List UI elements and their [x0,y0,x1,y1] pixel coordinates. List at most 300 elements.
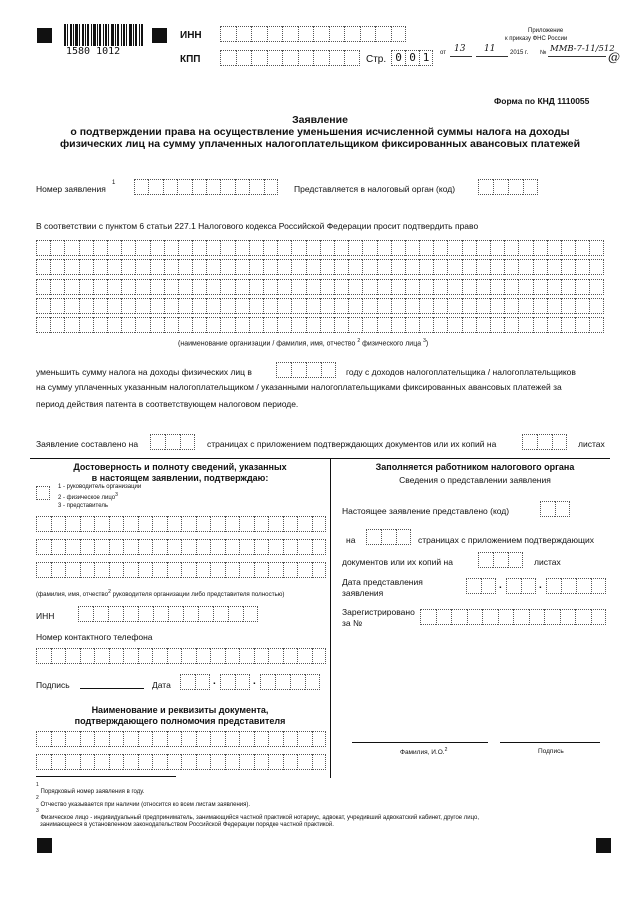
comb-cell[interactable] [167,731,182,747]
comb-cell[interactable] [320,279,334,295]
comb-cell[interactable] [167,648,182,664]
comb-cell[interactable] [235,298,249,314]
comb-cell[interactable] [312,731,327,747]
comb-cell[interactable] [210,516,225,532]
comb-cell[interactable] [109,754,124,770]
comb-cell[interactable] [164,317,178,333]
comb-cell[interactable] [220,279,234,295]
comb-cell[interactable] [225,754,240,770]
comb-cell[interactable] [150,259,164,275]
comb-cell[interactable] [206,279,220,295]
comb-cell[interactable] [206,317,220,333]
comb-cell[interactable] [447,279,461,295]
comb-cell[interactable] [547,279,561,295]
comb-cell[interactable] [50,317,64,333]
comb-cell[interactable] [65,754,80,770]
comb-cell[interactable] [533,317,547,333]
org-name-row[interactable] [36,240,604,256]
comb-cell[interactable] [50,259,64,275]
comb-cell[interactable] [277,240,291,256]
comb-cell[interactable] [362,298,376,314]
comb-cell[interactable] [490,240,504,256]
comb-cell[interactable] [334,279,348,295]
comb-cell[interactable] [348,240,362,256]
comb-cell[interactable] [547,240,561,256]
comb-cell[interactable] [196,754,211,770]
comb-cell[interactable] [405,259,419,275]
comb-cell[interactable] [277,317,291,333]
comb-cell[interactable] [362,279,376,295]
comb-cell[interactable] [433,298,447,314]
comb-cell[interactable] [196,539,211,555]
date-month-cells[interactable] [220,674,250,690]
comb-cell[interactable] [50,298,64,314]
comb-cell[interactable] [181,648,196,664]
comb-cell[interactable] [268,648,283,664]
comb-cell[interactable] [210,731,225,747]
comb-cell[interactable] [575,317,589,333]
comb-cell[interactable] [167,754,182,770]
comb-cell[interactable] [192,240,206,256]
comb-cell[interactable] [36,259,50,275]
comb-cell[interactable] [79,240,93,256]
presented-day-cells[interactable] [466,578,496,594]
comb-cell[interactable] [65,731,80,747]
comb-cell[interactable] [109,731,124,747]
comb-cell[interactable] [419,279,433,295]
comb-cell[interactable] [405,298,419,314]
comb-cell[interactable] [490,317,504,333]
presented-year-cells[interactable] [546,578,606,594]
comb-cell[interactable] [249,259,263,275]
comb-cell[interactable] [80,562,95,578]
comb-cell[interactable] [196,648,211,664]
comb-cell[interactable] [220,259,234,275]
comb-cell[interactable] [320,240,334,256]
comb-cell[interactable] [206,240,220,256]
comb-cell[interactable] [334,240,348,256]
left-inn-cells[interactable] [78,606,258,622]
comb-cell[interactable] [51,516,66,532]
comb-cell[interactable] [150,298,164,314]
comb-cell[interactable] [36,516,51,532]
comb-cell[interactable] [306,317,320,333]
comb-cell[interactable] [575,240,589,256]
comb-cell[interactable] [152,516,167,532]
fio-row[interactable] [36,539,326,555]
comb-cell[interactable] [297,648,312,664]
comb-cell[interactable] [36,562,51,578]
comb-cell[interactable] [225,562,240,578]
comb-cell[interactable] [109,516,124,532]
comb-cell[interactable] [239,754,254,770]
comb-cell[interactable] [80,754,95,770]
comb-cell[interactable] [348,298,362,314]
comb-cell[interactable] [504,240,518,256]
comb-cell[interactable] [291,279,305,295]
comb-cell[interactable] [150,317,164,333]
comb-cell[interactable] [181,754,196,770]
comb-cell[interactable] [93,259,107,275]
year-cells[interactable] [276,362,336,378]
comb-cell[interactable] [107,279,121,295]
comb-cell[interactable] [433,240,447,256]
comb-cell[interactable] [377,240,391,256]
comb-cell[interactable] [320,317,334,333]
comb-cell[interactable] [297,562,312,578]
comb-cell[interactable] [291,240,305,256]
comb-cell[interactable] [150,240,164,256]
pages-count-cells[interactable] [150,434,195,450]
org-name-row[interactable] [36,259,604,275]
comb-cell[interactable] [220,317,234,333]
comb-cell[interactable] [575,279,589,295]
comb-cell[interactable] [254,516,269,532]
comb-cell[interactable] [178,240,192,256]
comb-cell[interactable] [490,259,504,275]
comb-cell[interactable] [239,516,254,532]
comb-cell[interactable] [181,516,196,532]
comb-cell[interactable] [362,317,376,333]
comb-cell[interactable] [64,240,78,256]
comb-cell[interactable] [391,279,405,295]
comb-cell[interactable] [109,648,124,664]
comb-cell[interactable] [94,648,109,664]
comb-cell[interactable] [109,562,124,578]
comb-cell[interactable] [164,240,178,256]
comb-cell[interactable] [547,317,561,333]
comb-cell[interactable] [51,539,66,555]
comb-cell[interactable] [419,240,433,256]
comb-cell[interactable] [391,259,405,275]
comb-cell[interactable] [178,279,192,295]
comb-cell[interactable] [80,516,95,532]
comb-cell[interactable] [206,298,220,314]
comb-cell[interactable] [291,259,305,275]
comb-cell[interactable] [283,562,298,578]
comb-cell[interactable] [391,317,405,333]
comb-cell[interactable] [121,279,135,295]
comb-cell[interactable] [206,259,220,275]
comb-cell[interactable] [533,298,547,314]
comb-cell[interactable] [277,279,291,295]
comb-cell[interactable] [79,317,93,333]
comb-cell[interactable] [268,562,283,578]
comb-cell[interactable] [79,279,93,295]
org-name-row[interactable] [36,317,604,333]
comb-cell[interactable] [263,279,277,295]
comb-cell[interactable] [79,298,93,314]
comb-cell[interactable] [138,539,153,555]
doc-row[interactable] [36,754,326,770]
comb-cell[interactable] [36,648,51,664]
comb-cell[interactable] [589,298,603,314]
comb-cell[interactable] [135,259,149,275]
comb-cell[interactable] [447,317,461,333]
comb-cell[interactable] [518,317,532,333]
comb-cell[interactable] [94,516,109,532]
comb-cell[interactable] [225,648,240,664]
comb-cell[interactable] [123,516,138,532]
comb-cell[interactable] [123,731,138,747]
comb-cell[interactable] [518,279,532,295]
submitted-code-cells[interactable] [540,501,570,517]
comb-cell[interactable] [36,317,50,333]
comb-cell[interactable] [152,562,167,578]
right-sheets-cells[interactable] [478,552,523,568]
comb-cell[interactable] [196,562,211,578]
comb-cell[interactable] [164,279,178,295]
comb-cell[interactable] [192,298,206,314]
comb-cell[interactable] [192,259,206,275]
comb-cell[interactable] [93,317,107,333]
comb-cell[interactable] [377,279,391,295]
comb-cell[interactable] [561,317,575,333]
comb-cell[interactable] [263,298,277,314]
comb-cell[interactable] [167,562,182,578]
comb-cell[interactable] [181,562,196,578]
comb-cell[interactable] [283,731,298,747]
comb-cell[interactable] [575,259,589,275]
comb-cell[interactable] [80,539,95,555]
comb-cell[interactable] [462,240,476,256]
comb-cell[interactable] [138,731,153,747]
signer-type-cell[interactable] [36,486,50,500]
comb-cell[interactable] [196,731,211,747]
comb-cell[interactable] [123,754,138,770]
comb-cell[interactable] [433,317,447,333]
comb-cell[interactable] [152,731,167,747]
comb-cell[interactable] [263,317,277,333]
comb-cell[interactable] [476,298,490,314]
phone-cells[interactable] [36,648,326,664]
comb-cell[interactable] [123,539,138,555]
comb-cell[interactable] [291,298,305,314]
application-number-cells[interactable] [134,179,278,195]
comb-cell[interactable] [36,754,51,770]
comb-cell[interactable] [138,754,153,770]
comb-cell[interactable] [589,317,603,333]
comb-cell[interactable] [405,240,419,256]
comb-cell[interactable] [64,279,78,295]
comb-cell[interactable] [181,539,196,555]
date-year-cells[interactable] [260,674,320,690]
comb-cell[interactable] [277,259,291,275]
comb-cell[interactable] [210,754,225,770]
comb-cell[interactable] [178,317,192,333]
comb-cell[interactable] [107,240,121,256]
comb-cell[interactable] [254,539,269,555]
comb-cell[interactable] [121,259,135,275]
comb-cell[interactable] [312,516,327,532]
comb-cell[interactable] [51,648,66,664]
comb-cell[interactable] [138,648,153,664]
comb-cell[interactable] [36,539,51,555]
comb-cell[interactable] [254,562,269,578]
comb-cell[interactable] [518,240,532,256]
comb-cell[interactable] [533,240,547,256]
comb-cell[interactable] [65,648,80,664]
registered-number-cells[interactable] [420,609,606,625]
comb-cell[interactable] [268,516,283,532]
comb-cell[interactable] [121,317,135,333]
comb-cell[interactable] [164,298,178,314]
comb-cell[interactable] [93,240,107,256]
comb-cell[interactable] [239,731,254,747]
comb-cell[interactable] [107,317,121,333]
presented-month-cells[interactable] [506,578,536,594]
comb-cell[interactable] [94,539,109,555]
comb-cell[interactable] [462,317,476,333]
comb-cell[interactable] [178,259,192,275]
comb-cell[interactable] [235,240,249,256]
comb-cell[interactable] [334,259,348,275]
comb-cell[interactable] [334,317,348,333]
comb-cell[interactable] [36,279,50,295]
comb-cell[interactable] [192,279,206,295]
comb-cell[interactable] [135,279,149,295]
comb-cell[interactable] [135,240,149,256]
comb-cell[interactable] [277,298,291,314]
comb-cell[interactable] [239,539,254,555]
comb-cell[interactable] [249,279,263,295]
comb-cell[interactable] [312,562,327,578]
comb-cell[interactable] [589,240,603,256]
comb-cell[interactable] [135,317,149,333]
comb-cell[interactable] [405,279,419,295]
comb-cell[interactable] [447,298,461,314]
comb-cell[interactable] [210,648,225,664]
comb-cell[interactable] [65,539,80,555]
comb-cell[interactable] [312,754,327,770]
comb-cell[interactable] [348,279,362,295]
comb-cell[interactable] [297,754,312,770]
comb-cell[interactable] [391,240,405,256]
comb-cell[interactable] [239,562,254,578]
comb-cell[interactable] [348,317,362,333]
comb-cell[interactable] [362,259,376,275]
comb-cell[interactable] [306,298,320,314]
date-day-cells[interactable] [180,674,210,690]
comb-cell[interactable] [447,240,461,256]
comb-cell[interactable] [263,259,277,275]
comb-cell[interactable] [462,298,476,314]
comb-cell[interactable] [79,259,93,275]
comb-cell[interactable] [504,279,518,295]
comb-cell[interactable] [138,516,153,532]
comb-cell[interactable] [167,539,182,555]
comb-cell[interactable] [589,259,603,275]
comb-cell[interactable] [312,648,327,664]
comb-cell[interactable] [306,259,320,275]
comb-cell[interactable] [476,259,490,275]
comb-cell[interactable] [268,754,283,770]
sheets-count-cells[interactable] [522,434,567,450]
comb-cell[interactable] [192,317,206,333]
comb-cell[interactable] [561,259,575,275]
signature-line[interactable] [80,688,144,689]
comb-cell[interactable] [320,259,334,275]
comb-cell[interactable] [561,279,575,295]
comb-cell[interactable] [391,298,405,314]
comb-cell[interactable] [225,731,240,747]
comb-cell[interactable] [196,516,211,532]
kpp-cells[interactable] [220,50,360,66]
comb-cell[interactable] [405,317,419,333]
org-name-row[interactable] [36,298,604,314]
comb-cell[interactable] [476,240,490,256]
comb-cell[interactable] [178,298,192,314]
comb-cell[interactable] [235,259,249,275]
comb-cell[interactable] [306,240,320,256]
comb-cell[interactable] [575,298,589,314]
comb-cell[interactable] [50,279,64,295]
comb-cell[interactable] [80,731,95,747]
comb-cell[interactable] [462,279,476,295]
comb-cell[interactable] [64,259,78,275]
comb-cell[interactable] [152,648,167,664]
comb-cell[interactable] [561,240,575,256]
comb-cell[interactable] [297,731,312,747]
comb-cell[interactable] [167,516,182,532]
comb-cell[interactable] [283,754,298,770]
comb-cell[interactable] [504,259,518,275]
comb-cell[interactable] [249,317,263,333]
comb-cell[interactable] [377,259,391,275]
comb-cell[interactable] [210,539,225,555]
org-name-row[interactable] [36,279,604,295]
comb-cell[interactable] [135,298,149,314]
comb-cell[interactable] [164,259,178,275]
comb-cell[interactable] [334,298,348,314]
comb-cell[interactable] [547,298,561,314]
comb-cell[interactable] [504,317,518,333]
comb-cell[interactable] [518,259,532,275]
comb-cell[interactable] [65,562,80,578]
comb-cell[interactable] [50,240,64,256]
employee-sign-line[interactable] [500,742,600,743]
comb-cell[interactable] [235,279,249,295]
comb-cell[interactable] [561,298,575,314]
comb-cell[interactable] [533,259,547,275]
comb-cell[interactable] [476,317,490,333]
comb-cell[interactable] [533,279,547,295]
comb-cell[interactable] [377,298,391,314]
comb-cell[interactable] [181,731,196,747]
comb-cell[interactable] [476,279,490,295]
comb-cell[interactable] [51,562,66,578]
comb-cell[interactable] [93,298,107,314]
comb-cell[interactable] [291,317,305,333]
comb-cell[interactable] [249,298,263,314]
comb-cell[interactable] [138,562,153,578]
comb-cell[interactable] [263,240,277,256]
comb-cell[interactable] [94,754,109,770]
comb-cell[interactable] [433,279,447,295]
comb-cell[interactable] [65,516,80,532]
comb-cell[interactable] [36,731,51,747]
comb-cell[interactable] [268,731,283,747]
comb-cell[interactable] [589,279,603,295]
comb-cell[interactable] [107,298,121,314]
comb-cell[interactable] [504,298,518,314]
comb-cell[interactable] [462,259,476,275]
comb-cell[interactable] [94,731,109,747]
comb-cell[interactable] [36,298,50,314]
comb-cell[interactable] [362,240,376,256]
comb-cell[interactable] [123,648,138,664]
comb-cell[interactable] [210,562,225,578]
